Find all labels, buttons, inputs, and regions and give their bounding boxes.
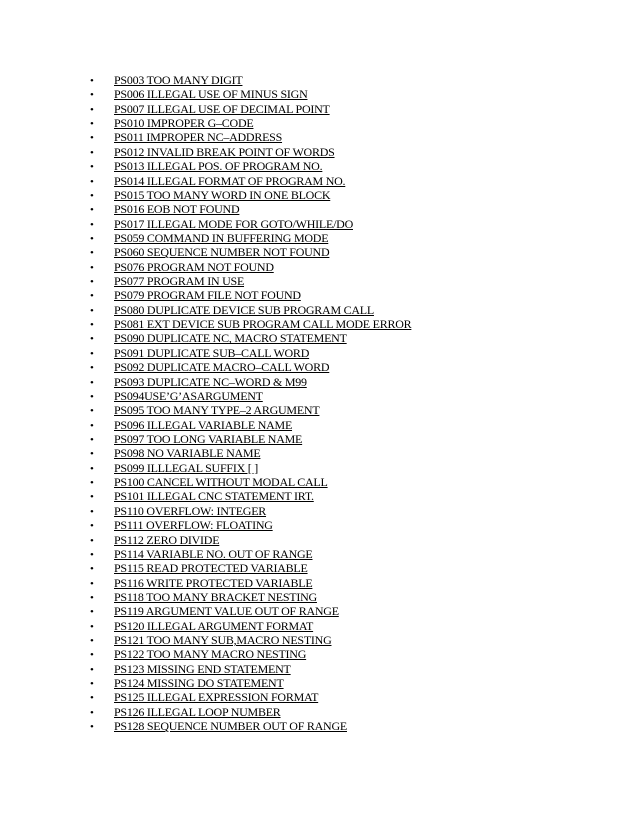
list-item <box>90 274 411 288</box>
alarm-link[interactable]: PS111 OVERFLOW: FLOATING <box>114 518 273 533</box>
bullet-icon: • <box>90 548 94 561</box>
alarm-link[interactable]: PS060 SEQUENCE NUMBER NOT FOUND <box>114 245 330 260</box>
bullet-icon: • <box>90 247 94 260</box>
alarm-link[interactable]: PS016 EOB NOT FOUND <box>114 202 240 217</box>
bullet-icon: • <box>90 232 94 245</box>
bullet-icon: • <box>90 563 94 576</box>
list-item <box>90 303 411 317</box>
bullet-icon: • <box>90 290 94 303</box>
alarm-link[interactable]: PS124 MISSING DO STATEMENT <box>114 676 284 691</box>
list-item <box>90 662 411 676</box>
bullet-icon: • <box>90 261 94 274</box>
bullet-icon: • <box>90 448 94 461</box>
list-item <box>90 159 411 173</box>
bullet-icon: • <box>90 635 94 648</box>
bullet-icon: • <box>90 505 94 518</box>
list-item <box>90 73 411 87</box>
alarm-link[interactable]: PS003 TOO MANY DIGIT <box>114 73 243 87</box>
list-item <box>90 317 411 331</box>
bullet-icon: • <box>90 319 94 332</box>
alarm-link[interactable]: PS096 ILLEGAL VARIABLE NAME <box>114 417 293 432</box>
list-item <box>90 475 411 489</box>
list-item <box>90 202 411 216</box>
alarm-link[interactable]: PS093 DUPLICATE NC–WORD & M99 <box>114 374 307 389</box>
alarm-code-list <box>90 73 411 734</box>
list-item <box>90 561 411 575</box>
list-item <box>90 346 411 360</box>
list-item <box>90 504 411 518</box>
alarm-link[interactable]: PS006 ILLEGAL USE OF MINUS SIGN <box>114 87 308 102</box>
alarm-link[interactable]: PS007 ILLEGAL USE OF DECIMAL POINT <box>114 101 330 116</box>
alarm-link[interactable]: PS123 MISSING END STATEMENT <box>114 661 291 676</box>
bullet-icon: • <box>90 649 94 662</box>
alarm-link[interactable]: PS101 ILLEGAL CNC STATEMENT IRT. <box>114 489 314 504</box>
list-item <box>90 116 411 130</box>
alarm-link[interactable]: PS015 TOO MANY WORD IN ONE BLOCK <box>114 187 331 202</box>
bullet-icon: • <box>90 462 94 475</box>
alarm-link[interactable]: PS012 INVALID BREAK POINT OF WORDS <box>114 144 335 159</box>
alarm-link[interactable]: PS092 DUPLICATE MACRO–CALL WORD <box>114 360 330 375</box>
list-item <box>90 288 411 302</box>
list-item <box>90 518 411 532</box>
list-item <box>90 676 411 690</box>
bullet-icon: • <box>90 477 94 490</box>
alarm-link[interactable]: PS098 NO VARIABLE NAME <box>114 446 261 461</box>
alarm-link[interactable]: PS076 PROGRAM NOT FOUND <box>114 259 274 274</box>
bullet-icon: • <box>90 491 94 504</box>
bullet-icon: • <box>90 204 94 217</box>
bullet-icon: • <box>90 433 94 446</box>
bullet-icon: • <box>90 161 94 174</box>
list-item <box>90 375 411 389</box>
bullet-icon: • <box>90 304 94 317</box>
alarm-link[interactable]: PS125 ILLEGAL EXPRESSION FORMAT <box>114 690 319 705</box>
list-item <box>90 647 411 661</box>
alarm-link[interactable]: PS112 ZERO DIVIDE <box>114 532 220 547</box>
bullet-icon: • <box>90 146 94 159</box>
list-item <box>90 533 411 547</box>
alarm-link[interactable]: PS100 CANCEL WITHOUT MODAL CALL <box>114 475 328 490</box>
list-item <box>90 403 411 417</box>
alarm-link[interactable]: PS091 DUPLICATE SUB–CALL WORD <box>114 345 310 360</box>
alarm-link[interactable]: PS118 TOO MANY BRACKET NESTING <box>114 589 317 604</box>
bullet-icon: • <box>90 577 94 590</box>
alarm-link[interactable]: PS126 ILLEGAL LOOP NUMBER <box>114 704 281 719</box>
alarm-link[interactable]: PS110 OVERFLOW: INTEGER <box>114 503 267 518</box>
bullet-icon: • <box>90 189 94 202</box>
list-item <box>90 547 411 561</box>
bullet-icon: • <box>90 347 94 360</box>
alarm-link[interactable]: PS014 ILLEGAL FORMAT OF PROGRAM NO. <box>114 173 346 188</box>
bullet-icon: • <box>90 276 94 289</box>
list-item <box>90 576 411 590</box>
bullet-icon: • <box>90 333 94 346</box>
bullet-icon: • <box>90 103 94 116</box>
alarm-link[interactable]: PS115 READ PROTECTED VARIABLE <box>114 561 308 576</box>
alarm-link[interactable]: PS059 COMMAND IN BUFFERING MODE <box>114 230 329 245</box>
list-item <box>90 619 411 633</box>
bullet-icon: • <box>90 534 94 547</box>
bullet-icon: • <box>90 692 94 705</box>
alarm-link[interactable]: PS094USE’G’ASARGUMENT <box>114 388 263 403</box>
list-item <box>90 489 411 503</box>
alarm-link[interactable]: PS119 ARGUMENT VALUE OUT OF RANGE <box>114 604 339 619</box>
alarm-link[interactable]: PS080 DUPLICATE DEVICE SUB PROGRAM CALL <box>114 302 374 317</box>
list-item <box>90 217 411 231</box>
list-item <box>90 719 411 733</box>
alarm-link[interactable]: PS010 IMPROPER G–CODE <box>114 116 254 131</box>
alarm-link[interactable]: PS095 TOO MANY TYPE–2 ARGUMENT <box>114 403 320 418</box>
alarm-link[interactable]: PS128 SEQUENCE NUMBER OUT OF RANGE <box>114 719 347 734</box>
bullet-icon: • <box>90 620 94 633</box>
list-item <box>90 360 411 374</box>
bullet-icon: • <box>90 75 94 87</box>
list-item <box>90 633 411 647</box>
bullet-icon: • <box>90 405 94 418</box>
alarm-link[interactable]: PS120 ILLEGAL ARGUMENT FORMAT <box>114 618 314 633</box>
alarm-link[interactable]: PS011 IMPROPER NC–ADDRESS <box>114 130 283 145</box>
list-item <box>90 130 411 144</box>
alarm-link[interactable]: PS017 ILLEGAL MODE FOR GOTO/WHILE/DO <box>114 216 353 231</box>
bullet-icon: • <box>90 706 94 719</box>
list-item <box>90 231 411 245</box>
bullet-icon: • <box>90 118 94 131</box>
alarm-link[interactable]: PS081 EXT DEVICE SUB PROGRAM CALL MODE ERROR <box>114 317 412 332</box>
list-item <box>90 690 411 704</box>
bullet-icon: • <box>90 390 94 403</box>
alarm-link[interactable]: PS099 ILLLEGAL SUFFIX [ ] <box>114 460 258 475</box>
list-item <box>90 188 411 202</box>
bullet-icon: • <box>90 89 94 102</box>
alarm-link[interactable]: PS122 TOO MANY MACRO NESTING <box>114 647 307 662</box>
alarm-link[interactable]: PS116 WRITE PROTECTED VARIABLE <box>114 575 313 590</box>
bullet-icon: • <box>90 591 94 604</box>
list-item <box>90 590 411 604</box>
list-item <box>90 260 411 274</box>
list-item <box>90 432 411 446</box>
alarm-link[interactable]: PS121 TOO MANY SUB,MACRO NESTING <box>114 633 332 648</box>
bullet-icon: • <box>90 175 94 188</box>
list-item <box>90 418 411 432</box>
list-item <box>90 461 411 475</box>
list-item <box>90 145 411 159</box>
bullet-icon: • <box>90 663 94 676</box>
alarm-link[interactable]: PS114 VARIABLE NO. OUT OF RANGE <box>114 546 313 561</box>
list-item <box>90 87 411 101</box>
bullet-icon: • <box>90 678 94 691</box>
bullet-icon: • <box>90 376 94 389</box>
list-item <box>90 705 411 719</box>
alarm-link[interactable]: PS090 DUPLICATE NC, MACRO STATEMENT <box>114 331 347 346</box>
list-item <box>90 174 411 188</box>
list-item <box>90 389 411 403</box>
bullet-icon: • <box>90 721 94 734</box>
list-item <box>90 245 411 259</box>
bullet-icon: • <box>90 362 94 375</box>
bullet-icon: • <box>90 520 94 533</box>
alarm-link[interactable]: PS097 TOO LONG VARIABLE NAME <box>114 431 303 446</box>
list-item <box>90 604 411 618</box>
list-item <box>90 102 411 116</box>
bullet-icon: • <box>90 606 94 619</box>
alarm-link[interactable]: PS013 ILLEGAL POS. OF PROGRAM NO. <box>114 159 323 174</box>
alarm-link[interactable]: PS077 PROGRAM IN USE <box>114 274 245 289</box>
alarm-link[interactable]: PS079 PROGRAM FILE NOT FOUND <box>114 288 301 303</box>
list-item <box>90 446 411 460</box>
bullet-icon: • <box>90 419 94 432</box>
bullet-icon: • <box>90 132 94 145</box>
list-item <box>90 331 411 345</box>
bullet-icon: • <box>90 218 94 231</box>
